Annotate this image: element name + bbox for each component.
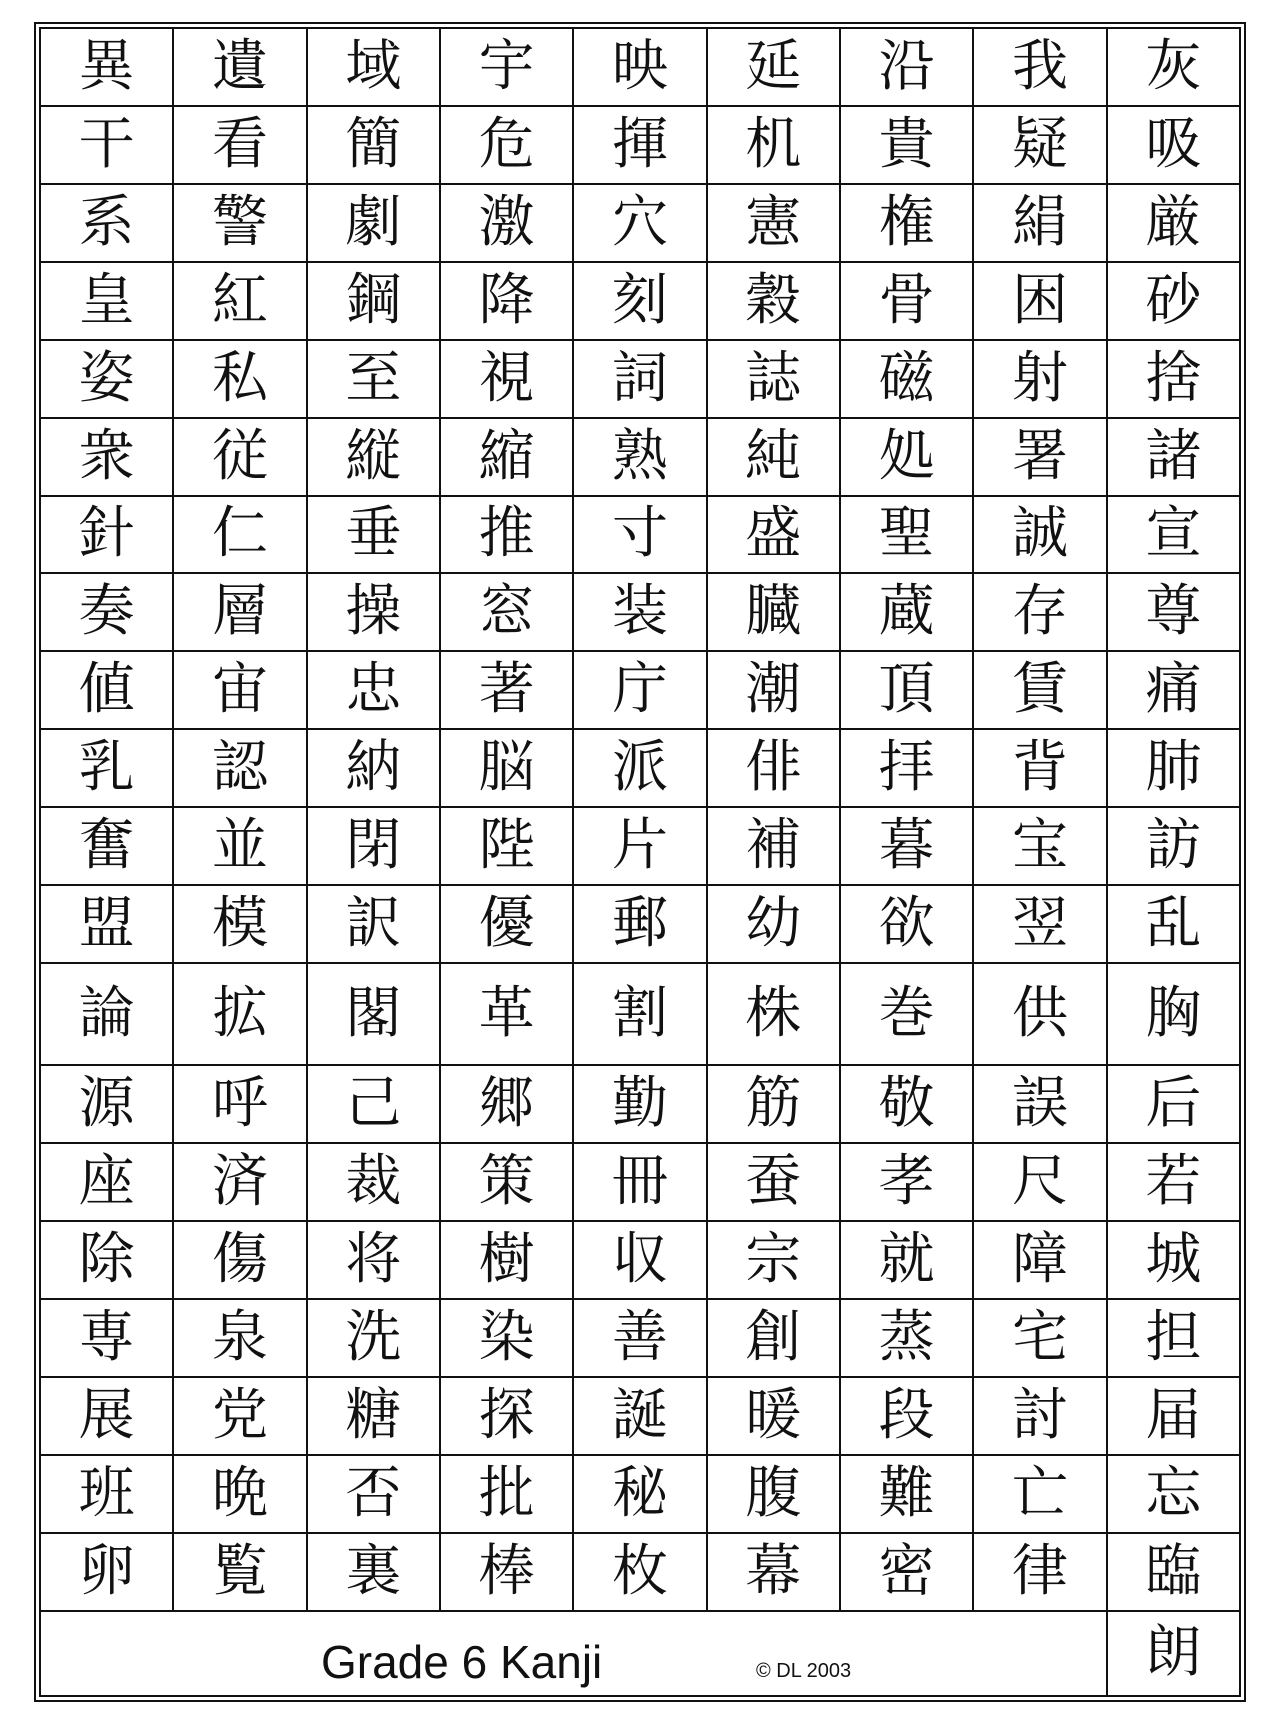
kanji-cell: 縦 xyxy=(307,418,440,496)
kanji-cell: 痛 xyxy=(1107,651,1240,729)
kanji-table xyxy=(39,27,1241,1697)
kanji-cell: 純 xyxy=(707,418,840,496)
kanji-cell: 収 xyxy=(573,1221,706,1299)
kanji-cell: 糖 xyxy=(307,1377,440,1455)
kanji-cell: 片 xyxy=(573,807,706,885)
kanji-cell: 模 xyxy=(173,885,306,963)
kanji-cell: 権 xyxy=(840,184,973,262)
kanji-cell: 沿 xyxy=(840,28,973,106)
kanji-cell: 盛 xyxy=(707,496,840,574)
kanji-cell: 展 xyxy=(40,1377,173,1455)
kanji-cell: 諸 xyxy=(1107,418,1240,496)
kanji-row xyxy=(40,418,1240,496)
kanji-row xyxy=(40,1143,1240,1221)
kanji-cell: 刻 xyxy=(573,262,706,340)
kanji-cell: 肺 xyxy=(1107,729,1240,807)
kanji-cell: 幼 xyxy=(707,885,840,963)
kanji-cell: 憲 xyxy=(707,184,840,262)
kanji-cell: 揮 xyxy=(573,106,706,184)
kanji-row xyxy=(40,496,1240,574)
kanji-cell: 誤 xyxy=(973,1065,1106,1143)
kanji-cell: 警 xyxy=(173,184,306,262)
kanji-cell: 株 xyxy=(707,963,840,1065)
kanji-cell: 律 xyxy=(973,1533,1106,1611)
kanji-cell: 郵 xyxy=(573,885,706,963)
kanji-cell: 蒸 xyxy=(840,1299,973,1377)
kanji-cell: 垂 xyxy=(307,496,440,574)
kanji-cell: 系 xyxy=(40,184,173,262)
kanji-chart-frame xyxy=(34,22,1246,1702)
kanji-row xyxy=(40,1299,1240,1377)
kanji-cell: 至 xyxy=(307,340,440,418)
kanji-cell: 冊 xyxy=(573,1143,706,1221)
kanji-cell: 砂 xyxy=(1107,262,1240,340)
kanji-cell: 棒 xyxy=(440,1533,573,1611)
kanji-cell: 創 xyxy=(707,1299,840,1377)
kanji-row xyxy=(40,1455,1240,1533)
kanji-cell: 批 xyxy=(440,1455,573,1533)
kanji-cell: 聖 xyxy=(840,496,973,574)
kanji-cell: 密 xyxy=(840,1533,973,1611)
kanji-cell: 劇 xyxy=(307,184,440,262)
kanji-cell: 担 xyxy=(1107,1299,1240,1377)
kanji-cell: 絹 xyxy=(973,184,1106,262)
kanji-row xyxy=(40,573,1240,651)
kanji-cell: 危 xyxy=(440,106,573,184)
kanji-cell: 就 xyxy=(840,1221,973,1299)
kanji-cell: 並 xyxy=(173,807,306,885)
kanji-cell: 源 xyxy=(40,1065,173,1143)
kanji-cell: 割 xyxy=(573,963,706,1065)
kanji-cell: 勤 xyxy=(573,1065,706,1143)
kanji-cell: 署 xyxy=(973,418,1106,496)
kanji-cell: 暖 xyxy=(707,1377,840,1455)
kanji-cell: 除 xyxy=(40,1221,173,1299)
kanji-cell: 筋 xyxy=(707,1065,840,1143)
kanji-cell: 縮 xyxy=(440,418,573,496)
kanji-cell: 城 xyxy=(1107,1221,1240,1299)
kanji-cell: 視 xyxy=(440,340,573,418)
kanji-row xyxy=(40,28,1240,106)
kanji-cell: 層 xyxy=(173,573,306,651)
kanji-cell: 納 xyxy=(307,729,440,807)
kanji-cell: 降 xyxy=(440,262,573,340)
kanji-cell: 忠 xyxy=(307,651,440,729)
kanji-cell: 届 xyxy=(1107,1377,1240,1455)
footer-row xyxy=(40,1611,1240,1696)
kanji-cell: 郷 xyxy=(440,1065,573,1143)
kanji-cell: 疑 xyxy=(973,106,1106,184)
kanji-cell: 窓 xyxy=(440,573,573,651)
kanji-cell: 宣 xyxy=(1107,496,1240,574)
kanji-cell: 姿 xyxy=(40,340,173,418)
kanji-cell: 乱 xyxy=(1107,885,1240,963)
kanji-cell: 看 xyxy=(173,106,306,184)
kanji-cell: 頂 xyxy=(840,651,973,729)
kanji-cell: 賃 xyxy=(973,651,1106,729)
kanji-cell: 忘 xyxy=(1107,1455,1240,1533)
kanji-cell: 貴 xyxy=(840,106,973,184)
kanji-cell: 若 xyxy=(1107,1143,1240,1221)
kanji-cell: 卵 xyxy=(40,1533,173,1611)
kanji-cell: 論 xyxy=(40,963,173,1065)
copyright-notice: © DL 2003 xyxy=(756,1660,852,1682)
kanji-cell: 傷 xyxy=(173,1221,306,1299)
kanji-cell: 厳 xyxy=(1107,184,1240,262)
kanji-cell: 臨 xyxy=(1107,1533,1240,1611)
kanji-cell: 宇 xyxy=(440,28,573,106)
kanji-cell: 班 xyxy=(40,1455,173,1533)
kanji-cell: 激 xyxy=(440,184,573,262)
kanji-cell: 后 xyxy=(1107,1065,1240,1143)
kanji-cell: 捨 xyxy=(1107,340,1240,418)
kanji-cell: 尺 xyxy=(973,1143,1106,1221)
kanji-cell: 吸 xyxy=(1107,106,1240,184)
kanji-cell: 鋼 xyxy=(307,262,440,340)
kanji-cell: 革 xyxy=(440,963,573,1065)
kanji-cell: 域 xyxy=(307,28,440,106)
kanji-cell: 我 xyxy=(973,28,1106,106)
kanji-row xyxy=(40,963,1240,1065)
kanji-cell: 策 xyxy=(440,1143,573,1221)
kanji-cell: 閉 xyxy=(307,807,440,885)
kanji-cell: 机 xyxy=(707,106,840,184)
kanji-cell: 詞 xyxy=(573,340,706,418)
kanji-cell: 補 xyxy=(707,807,840,885)
kanji-cell: 己 xyxy=(307,1065,440,1143)
kanji-cell: 裏 xyxy=(307,1533,440,1611)
kanji-cell: 欲 xyxy=(840,885,973,963)
kanji-row xyxy=(40,729,1240,807)
kanji-cell: 映 xyxy=(573,28,706,106)
kanji-cell: 皇 xyxy=(40,262,173,340)
kanji-cell: 将 xyxy=(307,1221,440,1299)
kanji-cell: 灰 xyxy=(1107,28,1240,106)
kanji-row xyxy=(40,184,1240,262)
kanji-cell: 異 xyxy=(40,28,173,106)
kanji-cell: 専 xyxy=(40,1299,173,1377)
kanji-table-body xyxy=(40,28,1240,1696)
kanji-row xyxy=(40,885,1240,963)
kanji-cell: 操 xyxy=(307,573,440,651)
kanji-cell: 段 xyxy=(840,1377,973,1455)
kanji-cell: 延 xyxy=(707,28,840,106)
kanji-cell: 奏 xyxy=(40,573,173,651)
kanji-cell: 党 xyxy=(173,1377,306,1455)
kanji-cell: 処 xyxy=(840,418,973,496)
kanji-row xyxy=(40,340,1240,418)
kanji-cell: 胸 xyxy=(1107,963,1240,1065)
kanji-cell: 射 xyxy=(973,340,1106,418)
kanji-cell: 枚 xyxy=(573,1533,706,1611)
kanji-cell: 臓 xyxy=(707,573,840,651)
kanji-cell: 従 xyxy=(173,418,306,496)
kanji-cell: 呼 xyxy=(173,1065,306,1143)
kanji-cell: 蔵 xyxy=(840,573,973,651)
kanji-cell: 拡 xyxy=(173,963,306,1065)
kanji-cell: 暮 xyxy=(840,807,973,885)
kanji-cell: 紅 xyxy=(173,262,306,340)
kanji-cell: 座 xyxy=(40,1143,173,1221)
kanji-cell: 晩 xyxy=(173,1455,306,1533)
kanji-cell: 誌 xyxy=(707,340,840,418)
kanji-cell: 背 xyxy=(973,729,1106,807)
kanji-row xyxy=(40,262,1240,340)
kanji-cell: 干 xyxy=(40,106,173,184)
kanji-cell: 否 xyxy=(307,1455,440,1533)
kanji-cell: 宙 xyxy=(173,651,306,729)
kanji-cell: 俳 xyxy=(707,729,840,807)
kanji-cell: 簡 xyxy=(307,106,440,184)
kanji-cell: 尊 xyxy=(1107,573,1240,651)
kanji-cell: 穀 xyxy=(707,262,840,340)
kanji-cell: 認 xyxy=(173,729,306,807)
kanji-cell: 敬 xyxy=(840,1065,973,1143)
kanji-cell: 巻 xyxy=(840,963,973,1065)
kanji-cell: 探 xyxy=(440,1377,573,1455)
kanji-cell: 庁 xyxy=(573,651,706,729)
kanji-cell: 秘 xyxy=(573,1455,706,1533)
kanji-cell: 染 xyxy=(440,1299,573,1377)
kanji-cell: 訳 xyxy=(307,885,440,963)
kanji-cell: 陛 xyxy=(440,807,573,885)
kanji-cell: 存 xyxy=(973,573,1106,651)
kanji-cell: 衆 xyxy=(40,418,173,496)
kanji-cell: 穴 xyxy=(573,184,706,262)
kanji-cell: 遺 xyxy=(173,28,306,106)
kanji-cell: 誕 xyxy=(573,1377,706,1455)
kanji-cell: 樹 xyxy=(440,1221,573,1299)
kanji-cell: 亡 xyxy=(973,1455,1106,1533)
kanji-cell: 脳 xyxy=(440,729,573,807)
kanji-row xyxy=(40,1533,1240,1611)
kanji-cell: 磁 xyxy=(840,340,973,418)
kanji-cell: 蚕 xyxy=(707,1143,840,1221)
kanji-cell: 腹 xyxy=(707,1455,840,1533)
kanji-row xyxy=(40,1221,1240,1299)
chart-title: Grade 6 Kanji xyxy=(321,1636,603,1688)
kanji-row xyxy=(40,651,1240,729)
kanji-cell: 泉 xyxy=(173,1299,306,1377)
kanji-cell: 覧 xyxy=(173,1533,306,1611)
kanji-row xyxy=(40,106,1240,184)
kanji-cell: 済 xyxy=(173,1143,306,1221)
kanji-cell: 優 xyxy=(440,885,573,963)
kanji-cell: 奮 xyxy=(40,807,173,885)
kanji-row xyxy=(40,807,1240,885)
kanji-cell: 推 xyxy=(440,496,573,574)
kanji-cell: 討 xyxy=(973,1377,1106,1455)
kanji-cell: 盟 xyxy=(40,885,173,963)
kanji-cell: 熟 xyxy=(573,418,706,496)
kanji-cell: 善 xyxy=(573,1299,706,1377)
kanji-cell: 難 xyxy=(840,1455,973,1533)
kanji-cell: 訪 xyxy=(1107,807,1240,885)
kanji-row xyxy=(40,1377,1240,1455)
kanji-cell: 裁 xyxy=(307,1143,440,1221)
kanji-cell: 装 xyxy=(573,573,706,651)
kanji-cell: 骨 xyxy=(840,262,973,340)
kanji-cell: 拝 xyxy=(840,729,973,807)
kanji-cell: 宝 xyxy=(973,807,1106,885)
kanji-cell: 孝 xyxy=(840,1143,973,1221)
kanji-cell: 寸 xyxy=(573,496,706,574)
kanji-cell: 乳 xyxy=(40,729,173,807)
kanji-cell: 洗 xyxy=(307,1299,440,1377)
kanji-cell: 閣 xyxy=(307,963,440,1065)
kanji-cell: 障 xyxy=(973,1221,1106,1299)
kanji-cell: 翌 xyxy=(973,885,1106,963)
kanji-cell: 針 xyxy=(40,496,173,574)
kanji-cell: 幕 xyxy=(707,1533,840,1611)
kanji-cell: 宅 xyxy=(973,1299,1106,1377)
kanji-cell: 宗 xyxy=(707,1221,840,1299)
kanji-cell: 私 xyxy=(173,340,306,418)
kanji-cell: 朗 xyxy=(1107,1611,1240,1696)
kanji-cell: 誠 xyxy=(973,496,1106,574)
kanji-cell: 仁 xyxy=(173,496,306,574)
kanji-cell: 値 xyxy=(40,651,173,729)
footer-cell xyxy=(40,1611,1107,1696)
kanji-cell: 困 xyxy=(973,262,1106,340)
kanji-cell: 供 xyxy=(973,963,1106,1065)
kanji-cell: 著 xyxy=(440,651,573,729)
kanji-cell: 潮 xyxy=(707,651,840,729)
kanji-cell: 派 xyxy=(573,729,706,807)
kanji-row xyxy=(40,1065,1240,1143)
